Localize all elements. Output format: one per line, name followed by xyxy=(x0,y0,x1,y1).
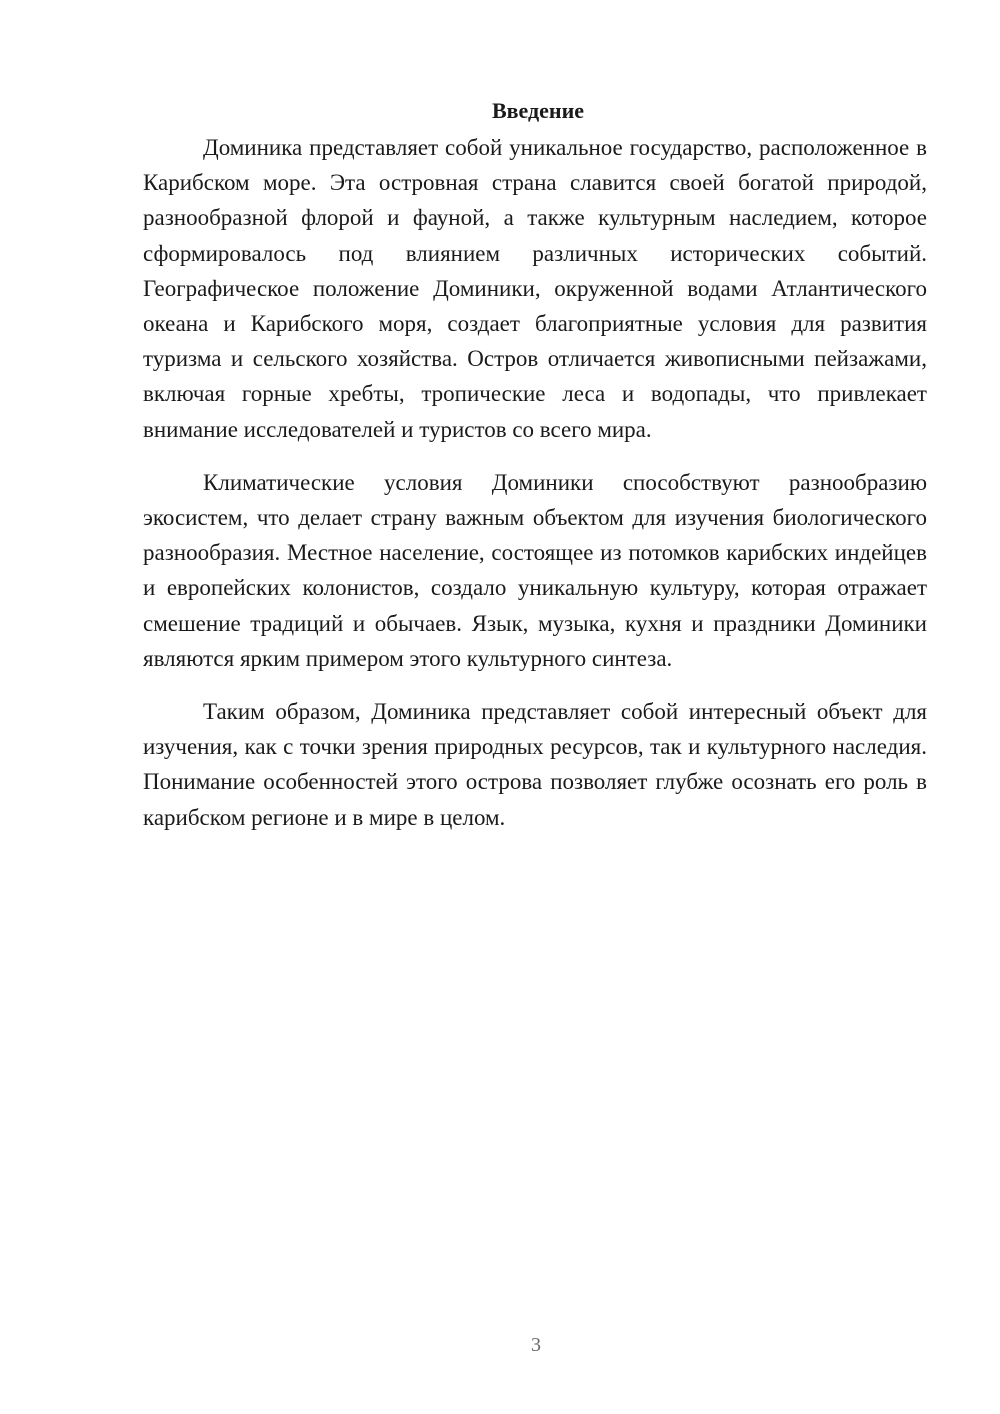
paragraph-1: Доминика представляет собой уникальное государство, расположенное в Карибском море. Эта островная страна славится своей богатой природой, разнообразной флорой и фауной, а также культурным наследием, которое сформировалось под влиянием различных исторических событий. Географическое положение Доминики, окруженной водами Атлантического океана и Карибского моря, создает благоприятные условия для развития туризма и сельского хозяйства. Остров отличается живописными пейзажами, включая горные хребты, тропические леса и водопады, что привлекает внимание исследователей и туристов со всего мира. xyxy=(143,135,927,442)
page-content xyxy=(143,96,927,853)
paragraph-2: Климатические условия Доминики способствуют разнообразию экосистем, что делает страну важным объектом для изучения биологического разнообразия. Местное население, состоящее из потомков карибских индейцев и европейских колонистов, создало уникальную культуру, которая отражает смешение традиций и обычаев. Язык, музыка, кухня и праздники Доминики являются ярким примером этого культурного синтеза. xyxy=(143,469,927,671)
paragraph-3: Таким образом, Доминика представляет собой интересный объект для изучения, как с точки зрения природных ресурсов, так и культурного наследия. Понимание особенностей этого острова позволяет глубже осознать его роль в карибском регионе и в мире в целом. xyxy=(143,699,927,830)
page-number: 3 xyxy=(531,1334,541,1356)
section-heading: Введение xyxy=(491,98,585,123)
